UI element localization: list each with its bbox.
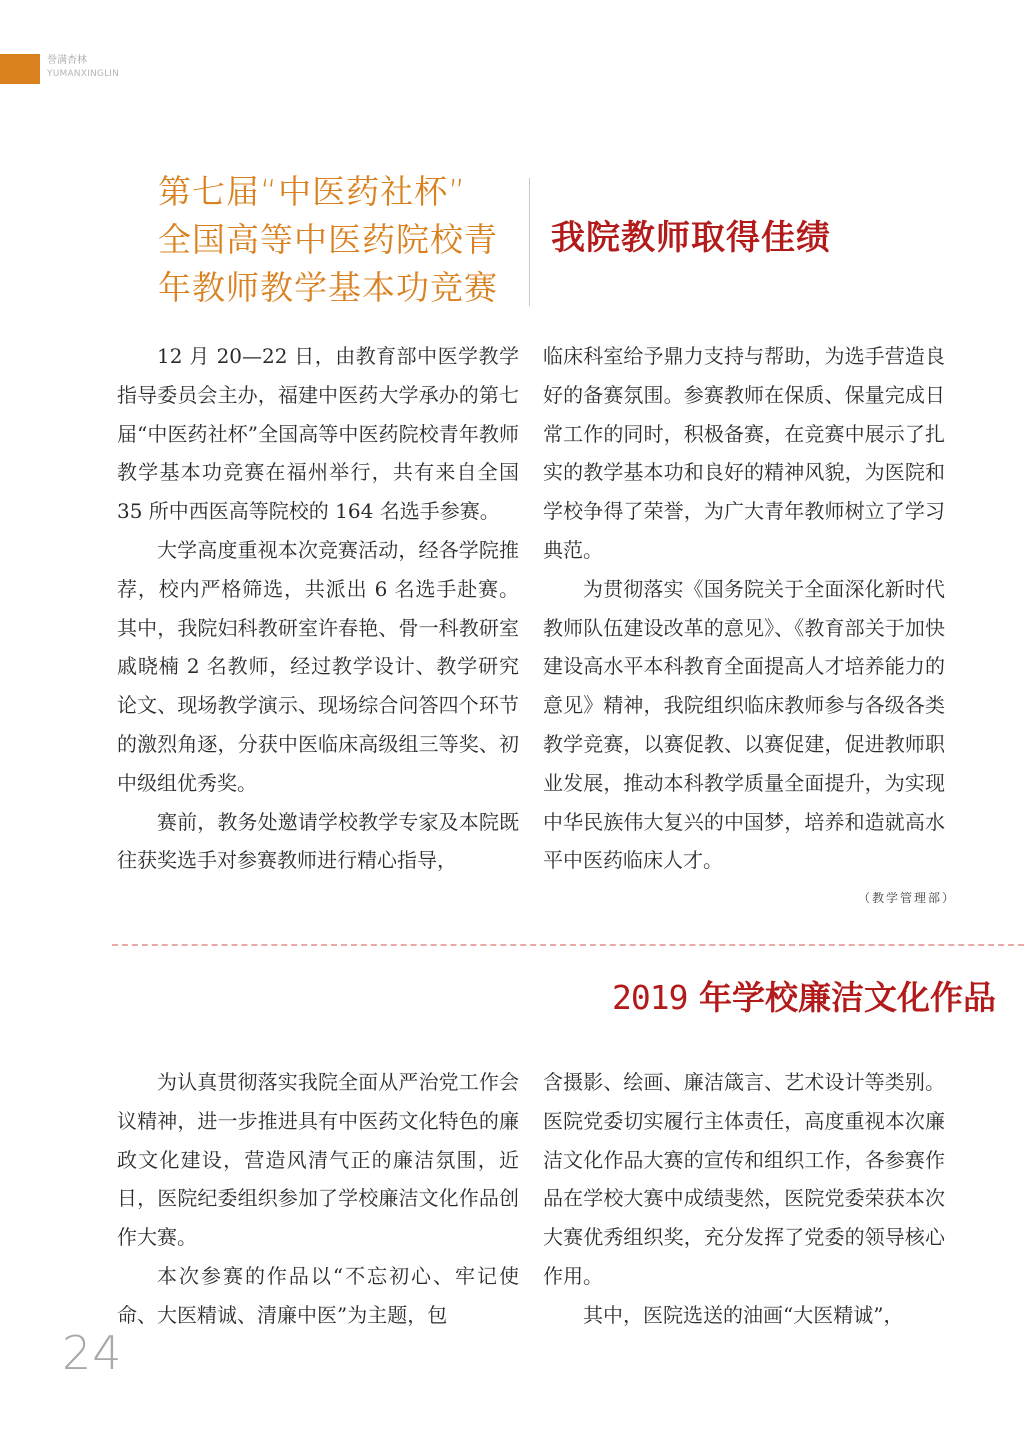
paragraph: 本次参赛的作品以“不忘初心、牢记使命、大医精诚、清廉中医”为主题，包 bbox=[117, 1263, 519, 1327]
paragraph: 为认真贯彻落实我院全面从严治党工作会议精神，进一步推进具有中医药文化特色的廉政文化建设，营造风清气正的廉洁氛围，近日，医院纪委组织参加了学校廉洁文化作品创作大赛。 bbox=[117, 1070, 519, 1250]
article2-title-text: 年学校廉洁文化作品 bbox=[687, 978, 996, 1017]
paragraph: 其中，医院选送的油画“大医精诚”， bbox=[583, 1302, 904, 1327]
article2-column-right bbox=[543, 1063, 945, 1335]
article1-title-line: 第七届“中医药社杯” bbox=[158, 172, 467, 211]
section-name-pinyin: YUMANXINGLIN bbox=[47, 69, 120, 79]
article1-credit: （教学管理部） bbox=[858, 891, 957, 905]
section-name: 誉满杏林 bbox=[47, 55, 87, 66]
article1-title bbox=[158, 168, 518, 312]
section-tab bbox=[0, 54, 40, 84]
article1-title-line: 年教师教学基本功竞赛 bbox=[158, 268, 498, 307]
article1-title-line: 全国高等中医药院校青 bbox=[158, 220, 498, 259]
paragraph: 大学高度重视本次竞赛活动，经各学院推荐，校内严格筛选，共派出 6 名选手赴赛。其中，我院妇科教研室许春艳、骨一科教研室戚晓楠 2 名教师，经过教学设计、教学研究论文、现场教学演示、现场综合问答四个环节的激烈角逐，分获中医临床高级组三等奖、初中级组优秀奖。 bbox=[117, 537, 519, 795]
article1-column-left bbox=[117, 337, 519, 880]
section-divider bbox=[112, 944, 1024, 946]
paragraph: 12 月 20—22 日，由教育部中医学教学指导委员会主办，福建中医药大学承办的第七届“中医药社杯”全国高等中医药院校青年教师教学基本功竞赛在福州举行，共有来自全国 35 所中西医高等院校的 164 名选手参赛。 bbox=[117, 344, 519, 524]
paragraph: 赛前，教务处邀请学校教学专家及本院既往获奖选手对参赛教师进行精心指导， bbox=[117, 809, 519, 873]
title-divider bbox=[529, 178, 530, 306]
paragraph: 为贯彻落实《国务院关于全面深化新时代教师队伍建设改革的意见》、《教育部关于加快建设高水平本科教育全面提高人才培养能力的意见》精神，我院组织临床教师参与各级各类教学竞赛，以赛促教、以赛促建，促进教师职业发展，推动本科教学质量全面提升，为实现中华民族伟大复兴的中国梦，培养和造就高水平中医药临床人才。 bbox=[543, 576, 945, 873]
article2-column-left bbox=[117, 1063, 519, 1335]
article2-title-year: 2019 bbox=[612, 978, 688, 1017]
article2-title bbox=[612, 974, 996, 1022]
paragraph: 临床科室给予鼎力支持与帮助，为选手营造良好的备赛氛围。参赛教师在保质、保量完成日常工作的同时，积极备赛，在竞赛中展示了扎实的教学基本功和良好的精神风貌，为医院和学校争得了荣誉，为广大青年教师树立了学习典范。 bbox=[543, 344, 945, 562]
page-number: 24 bbox=[62, 1326, 123, 1380]
article1-subtitle: 我院教师取得佳绩 bbox=[551, 218, 831, 258]
paragraph: 含摄影、绘画、廉洁箴言、艺术设计等类别。医院党委切实履行主体责任，高度重视本次廉洁文化作品大赛的宣传和组织工作，各参赛作品在学校大赛中成绩斐然，医院党委荣获本次大赛优秀组织奖，充分发挥了党委的领导核心作用。 bbox=[543, 1070, 945, 1288]
article1-column-right bbox=[543, 337, 945, 880]
